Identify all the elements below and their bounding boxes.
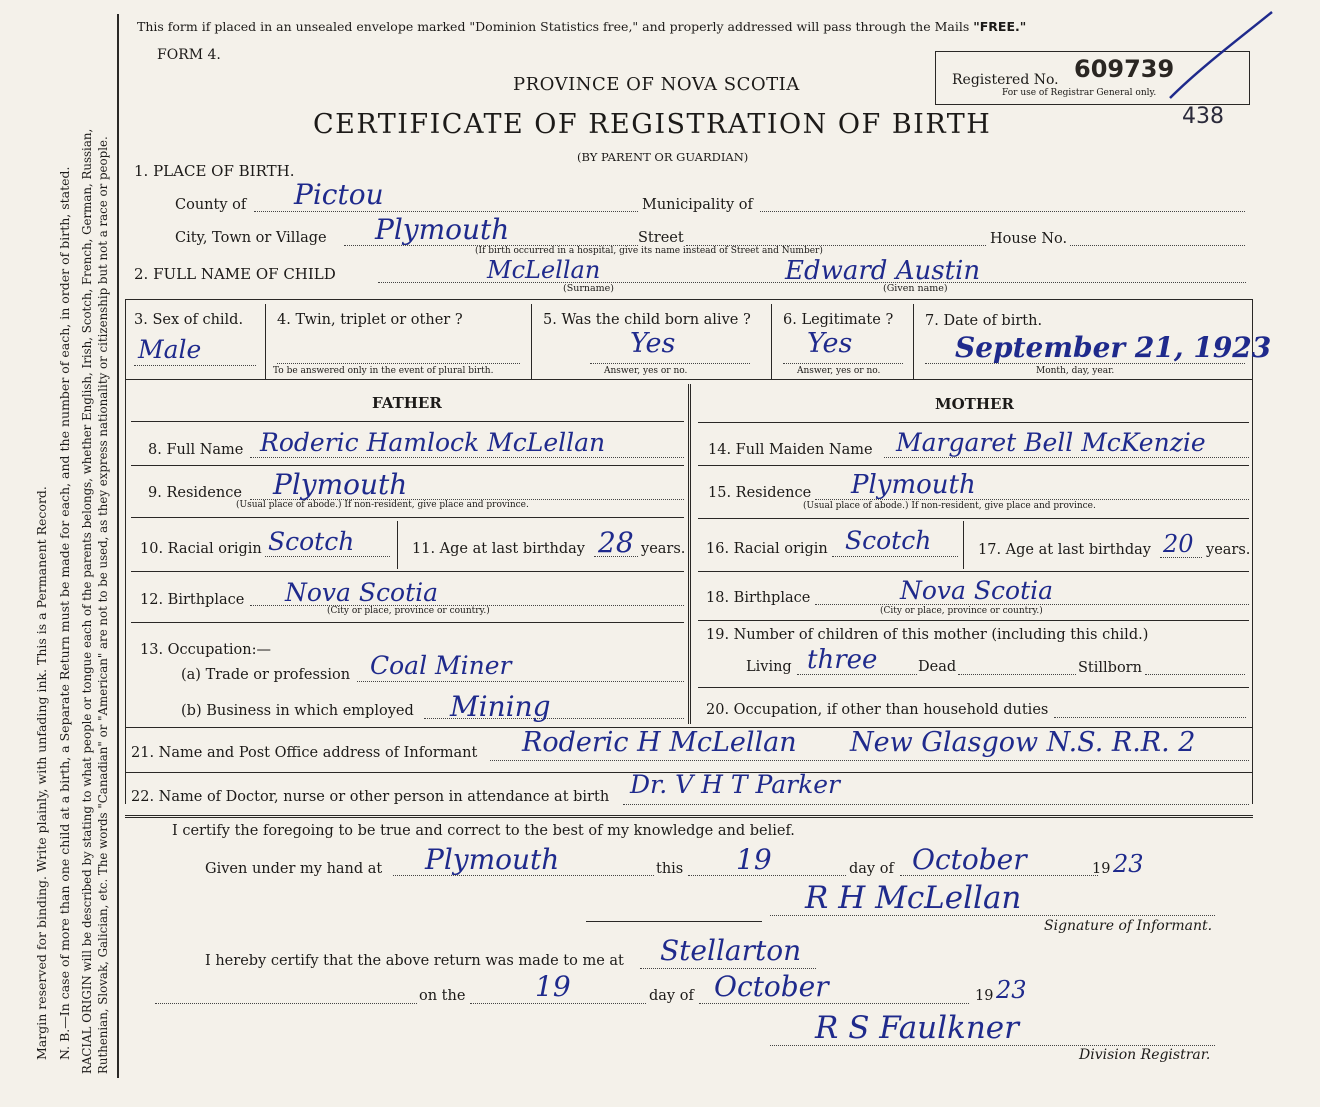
- rule-f3: [131, 571, 684, 572]
- rule-right-frame: [1252, 299, 1253, 804]
- sex-label: 3. Sex of child.: [134, 312, 244, 328]
- mother-residence-note: (Usual place of abode.) If non-resident, give place and province.: [803, 501, 1096, 511]
- rule-v4: [913, 304, 914, 379]
- mother-stillborn-label: Stillborn: [1078, 660, 1142, 676]
- registrar-month-line: [699, 1003, 969, 1004]
- county-label: County of: [175, 197, 247, 213]
- pen-stroke-mark: [1160, 8, 1280, 108]
- county-line: [254, 211, 638, 212]
- date-of-birth-note: Month, day, year.: [1036, 366, 1115, 376]
- mocc-line: [1054, 717, 1246, 718]
- dead-line: [958, 674, 1076, 675]
- informant-signature-caption: Signature of Informant.: [1044, 918, 1213, 934]
- doctor-line: [623, 804, 1249, 805]
- mother-residence-value: Plymouth: [851, 470, 976, 500]
- certification-month: October: [912, 843, 1027, 876]
- born-alive-value: Yes: [630, 328, 676, 359]
- rule-m0: [698, 422, 1249, 423]
- informant-name: Roderic H McLellan: [522, 727, 797, 758]
- postal-note: This form if placed in an unsealed envelope marked "Dominion Statistics free," and properly addressed will pass through the Mails "FREE.": [137, 19, 1027, 34]
- this-label: this: [656, 861, 684, 877]
- given-name-caption: (Given name): [883, 283, 948, 294]
- mother-dead-label: Dead: [918, 659, 957, 675]
- informant-signature: R H McLellan: [805, 880, 1022, 916]
- father-birthplace-value: Nova Scotia: [285, 578, 439, 607]
- day-of-label: day of: [849, 861, 894, 877]
- frace-line: [265, 556, 390, 557]
- sex-value: Male: [138, 335, 202, 364]
- rule-f4: [131, 622, 684, 623]
- mother-living-label: Living: [746, 659, 792, 675]
- mother-occupation-label: 20. Occupation, if other than household duties: [706, 702, 1049, 718]
- rule-v3: [771, 304, 772, 379]
- registrar-place: Stellarton: [660, 934, 802, 967]
- mother-age-years: years.: [1206, 542, 1251, 558]
- registrar-year: 23: [996, 976, 1027, 1004]
- legitimate-label: 6. Legitimate ?: [783, 312, 894, 328]
- registrar-year-prefix: 19: [975, 988, 994, 1004]
- rule-m4: [698, 620, 1249, 621]
- certification-place: Plymouth: [425, 843, 560, 876]
- registrar-certify-text: I hereby certify that the above return was made to me at: [205, 953, 624, 969]
- mother-age-value: 20: [1163, 530, 1194, 558]
- mother-children-label: 19. Number of children of this mother (including this child.): [706, 627, 1149, 643]
- on-the-line: [470, 1003, 646, 1004]
- born-alive-label: 5. Was the child born alive ?: [543, 312, 751, 328]
- corner-stamp-number: 438: [1182, 104, 1224, 129]
- fname-line: [250, 457, 684, 458]
- child-name-label: 2. FULL NAME OF CHILD: [134, 265, 336, 283]
- certification-year: 23: [1113, 850, 1144, 878]
- rule-divider-short: [586, 921, 762, 922]
- father-residence-value: Plymouth: [273, 468, 408, 501]
- on-the-label: on the: [419, 988, 466, 1004]
- ftrade-line: [357, 681, 684, 682]
- hospital-note: (If birth occurred in a hospital, give its name instead of Street and Number): [475, 246, 823, 256]
- house-no-label: House No.: [990, 231, 1068, 247]
- rule-below-details: [125, 379, 1253, 380]
- certification-day: 19: [736, 843, 772, 876]
- child-surname: McLellan: [487, 256, 601, 284]
- father-business-label: (b) Business in which employed: [181, 703, 414, 719]
- rule-f-race: [397, 521, 398, 569]
- legitimate-value: Yes: [807, 328, 853, 359]
- mname-line: [884, 457, 1249, 458]
- father-name-value: Roderic Hamlock McLellan: [260, 428, 606, 457]
- father-name-label: 8. Full Name: [148, 442, 244, 458]
- rule-top-details: [125, 299, 1253, 300]
- margin-nb-note: N. B.—In case of more than one child at a birth, a Separate Return must be made for each, and the number of each, in order of birth, stated.: [57, 166, 72, 1060]
- father-trade-value: Coal Miner: [370, 651, 512, 680]
- given-under-label: Given under my hand at: [205, 861, 383, 877]
- child-given-name: Edward Austin: [785, 256, 981, 286]
- municipality-label: Municipality of: [642, 197, 753, 213]
- mother-race-value: Scotch: [845, 526, 932, 555]
- father-residence-label: 9. Residence: [148, 485, 242, 501]
- date-of-birth-value: September 21, 1923: [955, 331, 1272, 364]
- certificate-subtitle: (BY PARENT OR GUARDIAN): [577, 150, 749, 164]
- margin-rule: [117, 14, 119, 1078]
- mother-name-value: Margaret Bell McKenzie: [896, 428, 1206, 457]
- form-number: FORM 4.: [157, 47, 221, 63]
- father-birthplace-label: 12. Birthplace: [140, 592, 245, 608]
- alive-line: [590, 363, 750, 364]
- rule-center-divider: [688, 384, 694, 724]
- sex-line: [134, 365, 256, 366]
- city-value: Plymouth: [375, 213, 510, 246]
- rule-v2: [531, 304, 532, 379]
- mrace-line: [832, 556, 958, 557]
- registrar-place-line: [640, 968, 816, 969]
- certification-text: I certify the foregoing to be true and correct to the best of my knowledge and belief.: [172, 823, 795, 839]
- mother-heading: MOTHER: [935, 395, 1014, 413]
- city-label: City, Town or Village: [175, 230, 327, 246]
- rule-m3: [698, 571, 1249, 572]
- margin-racial-origin-note: RACIAL ORIGIN will be described by stating to what people or tongue each of the parents belongs, whether English, Irish, Scotch, French, German, Russian,: [80, 128, 94, 1074]
- informant-label: 21. Name and Post Office address of Informant: [131, 745, 478, 761]
- rule-m5: [698, 687, 1249, 688]
- father-business-value: Mining: [450, 690, 551, 723]
- mother-birthplace-value: Nova Scotia: [900, 576, 1054, 605]
- rule-m-race: [963, 521, 964, 569]
- registrar-signature: R S Faulkner: [815, 1010, 1019, 1046]
- year-prefix: 19: [1092, 861, 1111, 877]
- rule-f2: [131, 517, 684, 518]
- stillborn-line: [1145, 674, 1245, 675]
- registrar-blank-line: [155, 1003, 417, 1004]
- rule-m1: [698, 465, 1249, 466]
- father-residence-note: (Usual place of abode.) If non-resident, give place and province.: [236, 500, 529, 510]
- father-heading: FATHER: [372, 394, 442, 412]
- county-value: Pictou: [294, 178, 384, 211]
- rule-doctor-bottom: [125, 815, 1253, 818]
- place-of-birth-label: 1. PLACE OF BIRTH.: [134, 162, 295, 180]
- rule-left-frame: [125, 299, 126, 804]
- informant-address: New Glasgow N.S. R.R. 2: [850, 727, 1196, 758]
- registrar-signature-line: [770, 1045, 1215, 1046]
- surname-caption: (Surname): [563, 283, 614, 294]
- mother-birthplace-label: 18. Birthplace: [706, 590, 811, 606]
- registrar-day-of-label: day of: [649, 988, 694, 1004]
- twin-note: To be answered only in the event of plural birth.: [273, 366, 494, 376]
- municipality-line: [760, 211, 1245, 212]
- mother-race-label: 16. Racial origin: [706, 541, 828, 557]
- legit-line: [783, 363, 903, 364]
- doctor-label: 22. Name of Doctor, nurse or other person in attendance at birth: [131, 789, 610, 805]
- province-heading: PROVINCE OF NOVA SCOTIA: [513, 74, 800, 95]
- certificate-title: CERTIFICATE OF REGISTRATION OF BIRTH: [313, 109, 992, 140]
- twin-line: [277, 363, 520, 364]
- mother-name-label: 14. Full Maiden Name: [708, 442, 873, 458]
- mother-residence-label: 15. Residence: [708, 485, 812, 501]
- father-race-value: Scotch: [268, 527, 355, 556]
- father-race-label: 10. Racial origin: [140, 541, 262, 557]
- signature-line: [770, 915, 1215, 916]
- father-age-value: 28: [598, 526, 634, 559]
- registrar-day: 19: [535, 970, 571, 1003]
- date-of-birth-label: 7. Date of birth.: [925, 313, 1043, 329]
- rule-v1: [265, 304, 266, 379]
- registrar-signature-caption: Division Registrar.: [1079, 1047, 1211, 1063]
- father-occupation-label: 13. Occupation:—: [140, 642, 271, 658]
- street-line: [686, 245, 986, 246]
- margin-racial-origin-note-2: Ruthenian, Slovak, Galician, etc. The words "Canadian" or "American" are not to be used, as they express nationality or citizenship but not a race or people.: [96, 136, 110, 1074]
- mother-age-label: 17. Age at last birthday: [978, 542, 1151, 558]
- margin-binding-note: Margin reserved for binding. Write plainly, with unfading ink. This is a Permanent Record.: [34, 486, 49, 1060]
- born-alive-note: Answer, yes or no.: [604, 366, 688, 376]
- father-trade-label: (a) Trade or profession: [181, 667, 351, 683]
- informant-line: [490, 760, 1249, 761]
- rule-m2: [698, 518, 1249, 519]
- mother-birthplace-note: (City or place, province or country.): [880, 606, 1043, 616]
- father-age-years: years.: [641, 541, 686, 557]
- doctor-name: Dr. V H T Parker: [630, 770, 840, 799]
- legitimate-note: Answer, yes or no.: [797, 366, 881, 376]
- registered-number: 609739: [1074, 55, 1175, 83]
- twin-label: 4. Twin, triplet or other ?: [277, 312, 463, 328]
- father-birthplace-note: (City or place, province or country.): [327, 606, 490, 616]
- registered-label: Registered No.: [952, 72, 1059, 88]
- registrar-month: October: [714, 970, 829, 1003]
- mother-living-value: three: [807, 645, 878, 675]
- father-age-label: 11. Age at last birthday: [412, 541, 585, 557]
- rule-f1: [131, 465, 684, 466]
- street-label: Street: [638, 230, 684, 246]
- registrar-note: For use of Registrar General only.: [1002, 88, 1157, 98]
- rule-f0: [131, 421, 684, 422]
- house-line: [1070, 245, 1245, 246]
